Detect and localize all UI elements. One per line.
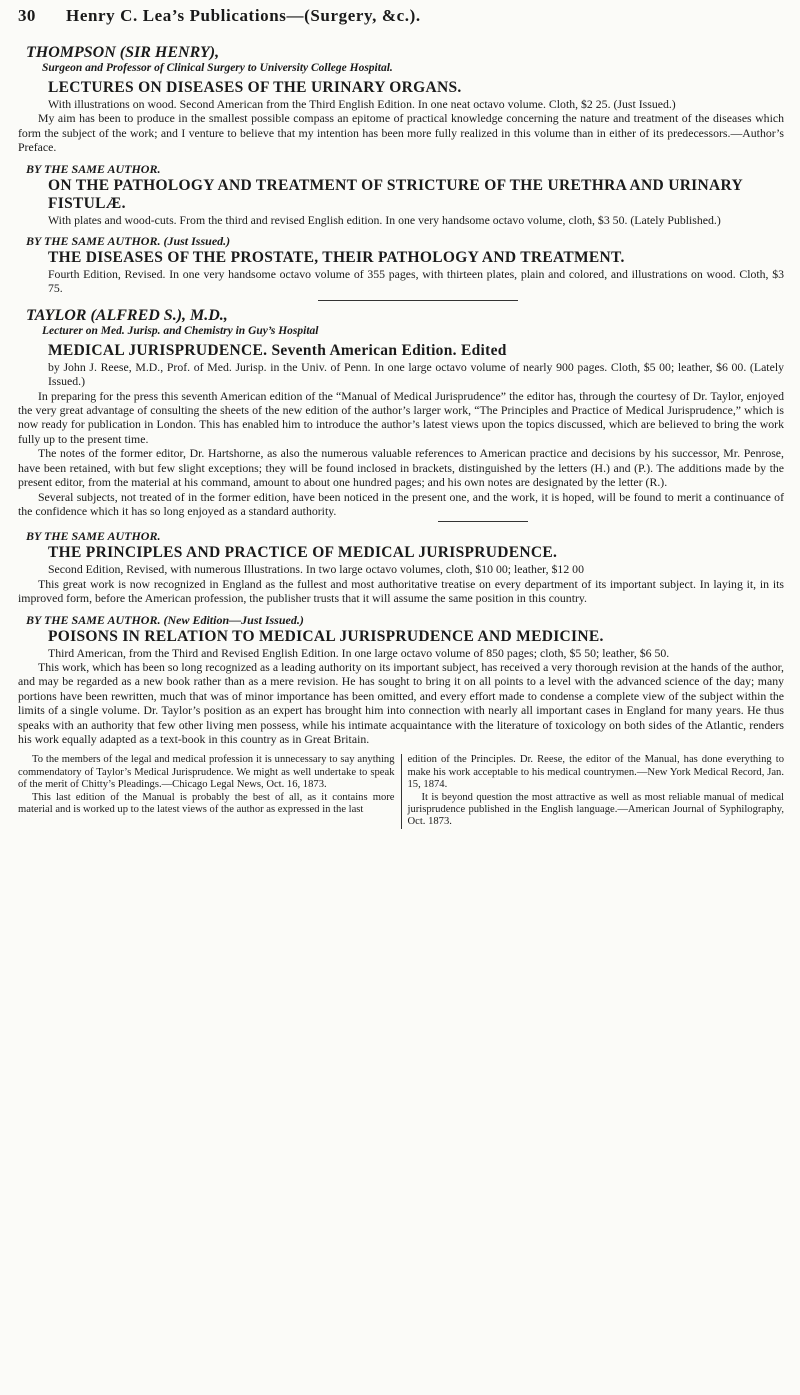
work-quote: My aim has been to produce in the smallest possible compass an epitome of practical knowledge concerning the nature and treatment of the diseases which form the subject of the work; and I venture to believe that my intention has been more fully realized in this volume than in either of its predecessors.—Author’s Preface. (18, 111, 784, 155)
work-details: Fourth Edition, Revised. In one very handsome octavo volume of 355 pages, with thirteen plates, plain and colored, and illustrations on wood. Cloth, $3 75. (48, 267, 784, 296)
review-quote: It is beyond question the most attractive as well as most reliable manual of medical jurisprudence published in the English language.—American Journal of Syphilography, Oct. 1873. (407, 791, 784, 828)
paragraph: The notes of the former editor, Dr. Hartshorne, as also the numerous valuable references to American practice and decisions by his successor, Mr. Penrose, have been retained, with but few slight exceptions; they will be found inclosed in brackets, distinguished by the letters (H.) and (P.). The additions made by the present editor, from the material at his command, amount to about one hundred pages; and his own notes are designated by the letter (R.). (18, 446, 784, 490)
paragraph: This work, which has been so long recognized as a leading authority on its important subject, has received a very thorough revision at the hands of the author, and may be regarded as a new book rather than as a mere revision. He has sought to bring it on all points to a level with the advanced science of the day; many portions have been rewritten, much that was of minor importance has been omitted, and every effort made to condense a complete view of the subject within the limits of a single volume. Dr. Taylor’s position as an expert has brought him into connection with nearly all important cases in England for many years. He thus speaks with an authority that few other living men possess, while his intimate acquaintance with the literature of toxicology on both sides of the Atlantic, renders his work equally adapted as a text-book in this country as in Great Britain. (18, 659, 784, 746)
work-title: POISONS IN RELATION TO MEDICAL JURISPRUDENCE AND MEDICINE. (48, 627, 604, 645)
work-title: MEDICAL JURISPRUDENCE. Seventh American Edition. Edited (48, 341, 507, 359)
paragraph: Several subjects, not treated of in the former edition, have been noticed in the present one, and the work, it is hoped, will be found to merit a continuance of the confidence which it has so long enjoyed as a standard authority. (18, 489, 784, 518)
work-title: THE DISEASES OF THE PROSTATE, THEIR PATHOLOGY AND TREATMENT. (48, 249, 625, 267)
taylor-section (18, 307, 784, 747)
author-position: Surgeon and Professor of Clinical Surgery to University College Hospital. (42, 62, 393, 74)
work-title: THE PRINCIPLES AND PRACTICE OF MEDICAL JURISPRUDENCE. (48, 544, 558, 562)
byline: BY THE SAME AUTHOR. (New Edition—Just Issued.) (26, 612, 304, 627)
review-column-left (18, 754, 402, 828)
review-quote: This last edition of the Manual is probably the best of all, as it contains more material and is worked up to the latest views of the author as expressed in the last (18, 791, 395, 815)
review-column-right (402, 754, 785, 828)
author-heading: TAYLOR (ALFRED S.), M.D., (26, 306, 228, 324)
review-quote: To the members of the legal and medical profession it is unnecessary to say anything commendatory of Taylor’s Medical Jurisprudence. We might as well undertake to speak of the merit of Chitty’s Pleadings.—Chicago Legal News, Oct. 16, 1873. (18, 754, 395, 791)
thompson-section (18, 44, 784, 296)
work-details: With plates and wood-cuts. From the third and revised English edition. In one very handsome octavo volume, cloth, $3 50. (Lately Published.) (48, 212, 721, 227)
press-reviews (18, 754, 784, 828)
work-title: LECTURES ON DISEASES OF THE URINARY ORGANS. (48, 79, 462, 96)
running-head (18, 6, 784, 26)
author-position: Lecturer on Med. Jurisp. and Chemistry in Guy’s Hospital (42, 324, 319, 337)
divider (438, 521, 528, 522)
work-details: Second Edition, Revised, with numerous Illustrations. In two large octavo volumes, cloth, $10 00; leather, $12 00 (48, 562, 584, 577)
paragraph: In preparing for the press this seventh American edition of the “Manual of Medical Jurisprudence” the editor has, through the courtesy of Dr. Taylor, enjoyed the very great advantage of consulting the sheets of the new edition of the author’s larger work, “The Principles and Practice of Medical Jurisprudence,” which is now ready for publication in London. This has enabled him to introduce the author’s latest views upon the topics discussed, which are believed to bring the work fully up to the present time. (18, 388, 784, 446)
work-details: by John J. Reese, M.D., Prof. of Med. Jurisp. in the Univ. of Penn. In one large octavo volume of nearly 900 pages. Cloth, $5 00; leather, $6 00. (Lately Issued.) (48, 359, 784, 389)
page-number: 30 (18, 6, 36, 25)
paragraph: This great work is now recognized in England as the fullest and most authoritative treatise on every department of its important subject. In laying it, in its improved form, before the American profession, the publisher trusts that it will assume the same position in this country. (18, 576, 784, 606)
work-details: Third American, from the Third and Revised English Edition. In one large octavo volume of 850 pages; cloth, $5 50; leather, $6 50. (48, 645, 670, 660)
section-divider (318, 300, 518, 301)
byline: BY THE SAME AUTHOR. (Just Issued.) (26, 234, 231, 249)
author-heading: THOMPSON (SIR HENRY), (26, 44, 220, 61)
work-title: ON THE PATHOLOGY AND TREATMENT OF STRICTURE OF THE URETHRA AND URINARY FISTULÆ. (48, 176, 743, 212)
byline: BY THE SAME AUTHOR. (26, 529, 161, 544)
work-details: With illustrations on wood. Second American from the Third English Edition. In one neat octavo volume. Cloth, $2 25. (Just Issued.) (48, 97, 676, 111)
running-title: Henry C. Lea’s Publications—(Surgery, &c.). (66, 6, 421, 25)
review-quote: edition of the Principles. Dr. Reese, the editor of the Manual, has done everything to make his work acceptable to his medical countrymen.—New York Medical Record, Jan. 15, 1874. (407, 754, 784, 791)
byline: BY THE SAME AUTHOR. (26, 161, 161, 176)
